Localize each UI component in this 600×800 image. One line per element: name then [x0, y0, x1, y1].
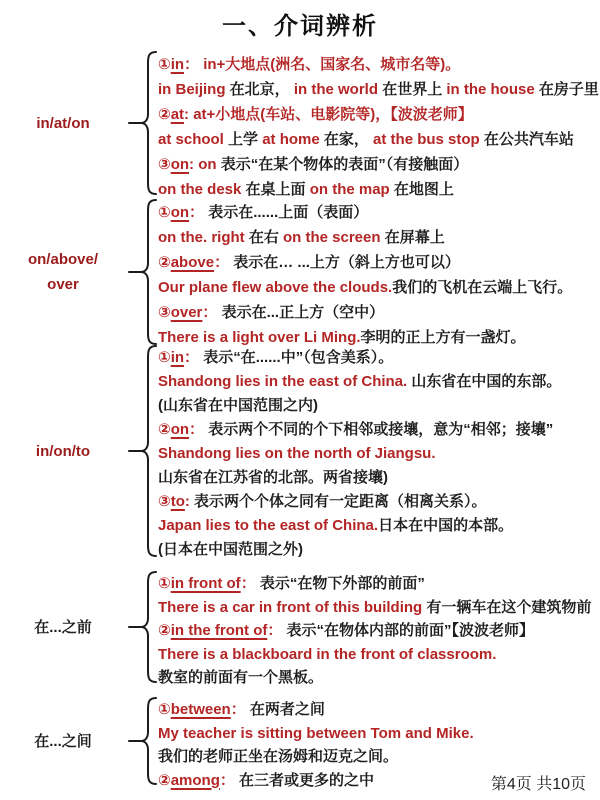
section-label: [4, 570, 122, 684]
text-segment: on the map: [309, 181, 394, 198]
text-segment: 在桌上面: [245, 181, 310, 198]
text-line: [158, 102, 598, 127]
text-segment: 上学: [228, 131, 263, 148]
text-segment: ②: [158, 106, 171, 123]
text-segment: ③: [158, 304, 171, 321]
text-segment: on: [170, 204, 190, 221]
text-segment: at the bus stop: [373, 131, 484, 148]
text-segment: in the world: [293, 81, 383, 98]
text-line: [158, 394, 598, 418]
text-segment: Shandong lies in the east of China.: [158, 373, 412, 390]
text-segment: at: [170, 106, 185, 123]
text-segment: 教室的前面有一个黑板。: [158, 669, 324, 686]
text-segment: :: [184, 493, 195, 510]
text-line: [158, 77, 598, 102]
text-segment: There is a car in front of this building: [158, 598, 427, 616]
text-segment: on the. right: [158, 229, 249, 246]
text-segment: ②: [158, 254, 171, 271]
page-number: 第4页 共10页: [490, 776, 586, 793]
text-line: [158, 300, 598, 325]
text-segment: 表示“在物下外部的前面”: [259, 575, 425, 592]
brace-icon: [126, 344, 160, 558]
text-segment: 在三者或更多的之中: [239, 771, 375, 789]
brace-icon: [126, 198, 160, 346]
text-segment: ①: [158, 701, 171, 718]
section-on-above-over: [0, 198, 600, 346]
text-segment: ③: [158, 156, 171, 173]
text-line: [158, 745, 598, 769]
text-line: [158, 466, 598, 490]
section-label: [4, 198, 122, 346]
text-line: [158, 127, 598, 152]
text-segment: ： in+大地点(洲名、国家名、城市名等)。: [184, 56, 461, 73]
text-segment: at home: [262, 131, 324, 148]
text-segment: 日本在中国的本部。: [378, 517, 514, 534]
text-line: 在...之间: [34, 732, 92, 750]
text-segment: ②: [158, 622, 171, 639]
text-segment: : at+小地点(车站、电影院等)，【波波老师】: [184, 106, 473, 123]
text-line: [158, 370, 598, 394]
text-line: [158, 643, 598, 667]
text-segment: 在房子里: [538, 81, 599, 98]
text-segment: ：: [184, 349, 204, 366]
text-line: [158, 572, 598, 596]
text-segment: 表示在… ...上方（斜上方也可以）: [233, 254, 460, 271]
text-segment: 在世界上: [382, 81, 447, 98]
text-segment: Our plane flew above the clouds.: [158, 279, 393, 296]
text-segment: : on: [189, 156, 221, 173]
text-segment: on the desk: [158, 181, 246, 198]
text-segment: 表示“在物体内部的前面”【波波老师】: [286, 622, 535, 639]
text-segment: among: [170, 771, 220, 789]
text-segment: ②: [158, 771, 171, 789]
text-line: [158, 225, 598, 250]
text-line: in/at/on: [36, 114, 90, 132]
text-line: [158, 250, 598, 275]
text-line: [158, 418, 598, 442]
text-segment: in front of: [170, 575, 241, 592]
text-segment: 我们的老师正坐在汤姆和迈克之间。: [158, 748, 399, 765]
text-segment: There is a blackboard in the front of classroom.: [158, 645, 497, 663]
text-segment: 表示“在......中”（包含美系）。: [203, 349, 394, 366]
text-segment: on the screen: [283, 229, 385, 246]
text-line: [158, 538, 598, 562]
text-segment: 表示“在某个物体的表面”（有接触面）: [220, 156, 469, 173]
text-line: [158, 442, 598, 466]
text-segment: 李明的正上方有一盏灯。: [360, 329, 526, 346]
text-segment: 在屏幕上: [384, 229, 445, 246]
page-title: 一、介词辨析: [222, 13, 378, 40]
text-segment: (山东省在中国范围之内): [158, 397, 318, 414]
text-segment: My teacher is sitting between Tom and Mike.: [158, 724, 474, 742]
text-segment: ③: [158, 493, 171, 510]
text-segment: 表示两个个体之同有一定距离（相离关系）。: [194, 493, 487, 510]
text-segment: 表示两个不同的个下相邻或接壤，意为“相邻；接壤”: [208, 421, 554, 438]
text-segment: 表示在......上面（表面）: [208, 204, 369, 221]
text-segment: ：: [189, 204, 209, 221]
text-line: [158, 666, 598, 690]
text-segment: in: [170, 349, 185, 366]
text-segment: Japan lies to the east of China.: [158, 517, 379, 534]
text-segment: 我们的飞机在云端上飞行。: [392, 279, 573, 296]
text-line: [158, 200, 598, 225]
section-content: [158, 200, 598, 350]
text-segment: 在右: [248, 229, 283, 246]
text-segment: ：: [219, 771, 240, 789]
text-line: 在...之前: [34, 618, 92, 636]
text-line: [158, 722, 598, 746]
section-label: [4, 696, 122, 786]
text-segment: on: [170, 156, 190, 173]
text-segment: ：: [267, 622, 287, 639]
text-line: over: [47, 276, 79, 293]
brace-icon: [126, 696, 160, 786]
text-line: [158, 152, 598, 177]
text-segment: (日本在中国范围之外): [158, 541, 303, 558]
text-segment: in Beijing: [158, 81, 230, 98]
section-content: [158, 52, 598, 202]
section-in-on-to: [0, 344, 600, 558]
section-label: [4, 50, 122, 196]
text-segment: 在地图上: [393, 181, 454, 198]
text-line: on/above/: [27, 251, 98, 268]
text-line: [158, 619, 598, 643]
text-segment: 在北京，: [229, 81, 294, 98]
text-segment: There is a light over Li Ming.: [158, 329, 361, 346]
section-zai-zhiqian: [0, 570, 600, 684]
text-segment: ：: [240, 575, 260, 592]
section-in-at-on: [0, 50, 600, 196]
text-line: [158, 490, 598, 514]
text-segment: ①: [158, 575, 171, 592]
text-line: [158, 514, 598, 538]
text-segment: between: [170, 701, 231, 718]
text-line: [158, 346, 598, 370]
text-segment: ：: [202, 304, 222, 321]
text-segment: 表示在...正上方（空中）: [221, 304, 385, 321]
brace-icon: [126, 50, 160, 196]
text-segment: above: [170, 254, 215, 271]
text-segment: 在两者之间: [249, 701, 325, 718]
text-line: [158, 698, 598, 722]
text-segment: ②: [158, 421, 171, 438]
text-segment: ：: [230, 701, 250, 718]
text-segment: 山东省在江苏省的北部。两省接壤): [158, 469, 388, 486]
text-segment: 在公共汽车站: [483, 131, 574, 148]
text-segment: 有一辆车在这个建筑物前: [426, 598, 592, 616]
text-segment: Shandong lies on the north of Jiangsu.: [158, 445, 436, 462]
text-segment: ：: [189, 421, 209, 438]
text-segment: ①: [158, 349, 171, 366]
text-segment: ：: [214, 254, 234, 271]
section-label: [4, 344, 122, 558]
text-segment: 在家，: [323, 131, 374, 148]
section-content: [158, 346, 598, 562]
brace-icon: [126, 570, 160, 684]
text-segment: over: [170, 304, 203, 321]
text-line: in/on/to: [35, 442, 91, 460]
text-line: [158, 275, 598, 300]
text-segment: 山东省在中国的东部。: [411, 373, 562, 390]
text-segment: in: [170, 56, 185, 73]
text-line: [158, 596, 598, 620]
text-segment: to: [170, 493, 185, 510]
text-segment: on: [170, 421, 190, 438]
section-content: [158, 572, 598, 690]
text-segment: in the house: [446, 81, 539, 98]
text-line: [158, 52, 598, 77]
text-segment: ①: [158, 56, 171, 73]
text-segment: at school: [158, 131, 229, 148]
text-segment: ①: [158, 204, 171, 221]
text-segment: in the front of: [170, 622, 268, 639]
